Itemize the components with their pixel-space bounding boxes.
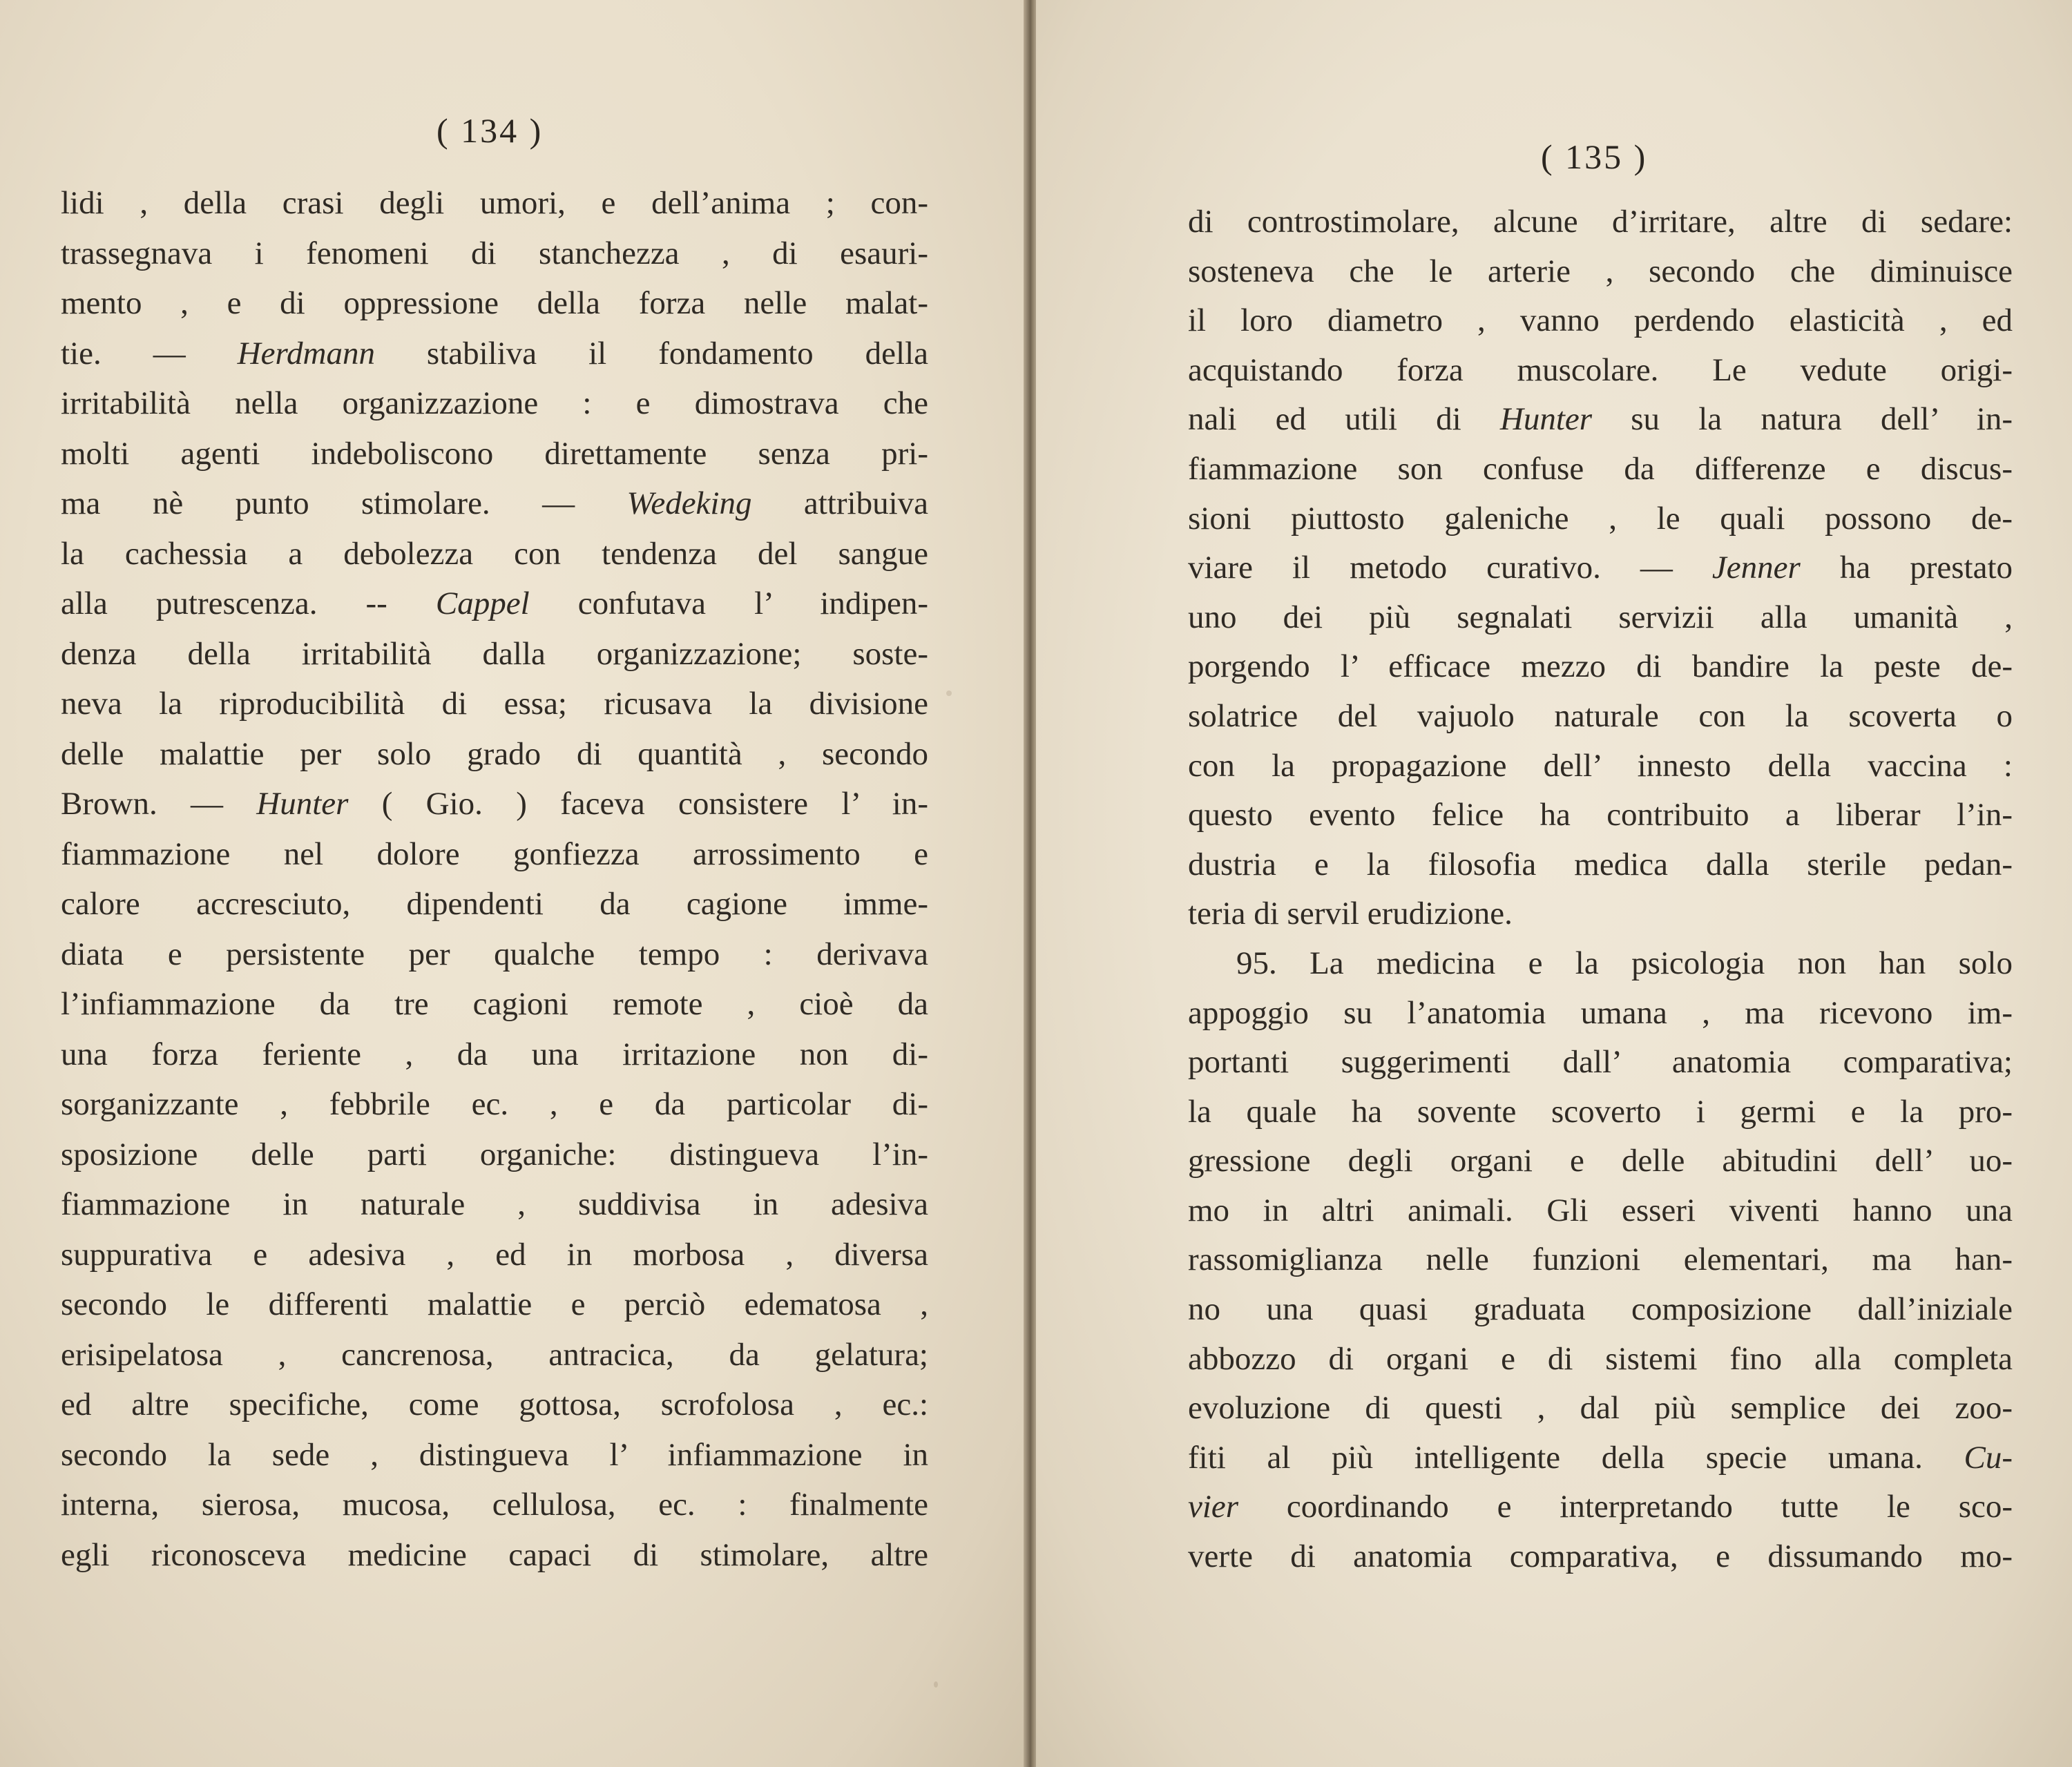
- line-text: la quale ha sovente scoverto i germi e la pro-: [1188, 1093, 2013, 1130]
- line-text: fiammazione in naturale , suddivisa in adesiva: [61, 1186, 928, 1222]
- text-line: [1188, 742, 2013, 791]
- line-text: no una quasi graduata composizione dall’iniziale: [1188, 1291, 2013, 1328]
- line-text: uno dei più segnalati servizii alla umanità ,: [1188, 599, 2013, 635]
- line-text: la cachessia a debolezza con tendenza del sangue: [61, 535, 928, 572]
- line-text: fiammazione son confuse da differenze e discus-: [1188, 450, 2013, 487]
- text-line: [61, 979, 928, 1030]
- text-line: [61, 329, 928, 379]
- left-page-text: [61, 178, 928, 1580]
- line-text: mento , e di oppressione della forza nelle malat-: [61, 285, 928, 321]
- line-text: sioni piuttosto galeniche , le quali possono de-: [1188, 500, 2013, 537]
- text-line: [1188, 840, 2013, 890]
- line-text: verte di anatomia comparativa, e dissumando mo-: [1188, 1538, 2013, 1575]
- person-name: Hunter: [256, 786, 349, 822]
- line-text: lidi , della crasi degli umori, e dell’anima ; con-: [61, 185, 928, 221]
- text-line: [1188, 1483, 2013, 1532]
- text-line: [61, 1179, 928, 1230]
- line-text: interna, sierosa, mucosa, cellulosa, ec. : finalmente: [61, 1487, 928, 1523]
- text-line: [61, 1130, 928, 1180]
- text-line: [1188, 692, 2013, 742]
- text-line: [61, 1330, 928, 1380]
- text-line: [61, 629, 928, 679]
- text-line: [1188, 543, 2013, 593]
- line-text: tie. —: [61, 335, 238, 371]
- line-text: fiti al più intelligente della specie umana.: [1188, 1439, 1964, 1476]
- line-text: attribuiva: [751, 485, 928, 521]
- line-text: ma nè punto stimolare. —: [61, 485, 627, 521]
- paper-spot: [934, 1681, 938, 1688]
- right-page-text: [1188, 197, 2013, 1582]
- text-line: [1188, 395, 2013, 445]
- text-line: [1188, 197, 2013, 247]
- person-name: Jenner: [1711, 550, 1801, 586]
- line-text: sosteneva che le arterie , secondo che diminuisce: [1188, 253, 2013, 289]
- line-text: secondo la sede , distingueva l’ infiammazione in: [61, 1436, 928, 1473]
- line-text: secondo le differenti malattie e perciò edematosa ,: [61, 1286, 928, 1322]
- line-text: confutava l’ indipen-: [529, 586, 928, 621]
- text-line: [1188, 1137, 2013, 1186]
- line-text: questo evento felice ha contribuito a liberar l’in-: [1188, 797, 2013, 833]
- line-text: sposizione delle parti organiche: distingueva l’in-: [61, 1136, 928, 1172]
- line-text: Brown. —: [61, 786, 257, 822]
- line-text: rassomiglianza nelle funzioni elementari, ma han-: [1188, 1242, 2013, 1278]
- line-text: nali ed utili di: [1188, 401, 1500, 438]
- text-line: [61, 1030, 928, 1080]
- text-line: [61, 378, 928, 429]
- text-line: [61, 879, 928, 929]
- text-line: [1188, 939, 2013, 989]
- line-text: diata e persistente per qualche tempo : derivava: [61, 936, 928, 972]
- person-name: Herdmann: [237, 335, 375, 371]
- text-line: [1188, 346, 2013, 396]
- line-text: molti agenti indeboliscono direttamente senza pri-: [61, 435, 928, 472]
- text-line: [1188, 989, 2013, 1039]
- line-text: irritabilità nella organizzazione : e dimostrava che: [61, 385, 928, 421]
- line-text: trassegnava i fenomeni di stanchezza , di esauri-: [61, 235, 928, 271]
- line-text: delle malattie per solo grado di quantità , secondo: [61, 735, 928, 772]
- line-text: di controstimolare, alcune d’irritare, altre di sedare:: [1188, 204, 2013, 240]
- text-line: [1188, 1285, 2013, 1335]
- text-line: [61, 479, 928, 529]
- text-line: [1188, 889, 2013, 939]
- text-line: [61, 579, 928, 629]
- line-text: teria di servil erudizione.: [1188, 896, 1513, 932]
- text-line: [1188, 247, 2013, 297]
- line-text: portanti suggerimenti dall’ anatomia comparativa;: [1188, 1044, 2013, 1081]
- line-text: il loro diametro , vanno perdendo elasticità , ed: [1188, 302, 2013, 339]
- line-text: neva la riproducibilità di essa; ricusava la divisione: [61, 686, 928, 722]
- line-text: ( Gio. ) faceva consistere l’ in-: [348, 786, 928, 822]
- text-line: [1188, 593, 2013, 643]
- line-text: fiammazione nel dolore gonfiezza arrossimento e: [61, 836, 928, 872]
- line-text: abbozzo di organi e di sistemi fino alla completa: [1188, 1340, 2013, 1377]
- text-line: [1188, 1038, 2013, 1088]
- line-text: mo in altri animali. Gli esseri viventi hanno una: [1188, 1192, 2013, 1228]
- line-text: suppurativa e adesiva , ed in morbosa , diversa: [61, 1236, 928, 1273]
- text-line: [1188, 642, 2013, 692]
- person-name: Cu-: [1964, 1439, 2013, 1476]
- text-line: [61, 729, 928, 780]
- line-text: l’infiammazione da tre cagioni remote , cioè da: [61, 986, 928, 1022]
- text-line: [1188, 791, 2013, 840]
- text-line: [61, 1480, 928, 1530]
- line-text: erisipelatosa , cancrenosa, antracica, da gelatura;: [61, 1336, 928, 1373]
- line-text: gressione degli organi e delle abitudini dell’ uo-: [1188, 1143, 2013, 1179]
- text-line: [1188, 1235, 2013, 1285]
- text-line: [61, 1430, 928, 1480]
- line-text: egli riconosceva medicine capaci di stimolare, altre: [61, 1536, 928, 1573]
- text-line: [1188, 1186, 2013, 1236]
- page-number-right: ( 135 ): [1541, 137, 1648, 176]
- text-line: [61, 679, 928, 729]
- line-text: con la propagazione dell’ innesto della vaccina :: [1188, 747, 2013, 784]
- text-line: [1188, 445, 2013, 494]
- line-text: su la natura dell’ in-: [1592, 401, 2013, 438]
- line-text: 95. La medicina e la psicologia non han solo: [1236, 945, 2013, 981]
- line-text: ha prestato: [1800, 550, 2013, 586]
- text-line: [1188, 494, 2013, 544]
- line-text: solatrice del vajuolo naturale con la scoverta o: [1188, 697, 2013, 734]
- text-line: [61, 779, 928, 829]
- text-line: [1188, 1384, 2013, 1433]
- line-text: viare il metodo curativo. —: [1188, 550, 1712, 586]
- text-line: [61, 229, 928, 279]
- line-text: ed altre specifiche, come gottosa, scrofolosa , ec.:: [61, 1387, 928, 1422]
- line-text: alla putrescenza. --: [61, 586, 436, 621]
- text-line: [61, 1280, 928, 1330]
- line-text: acquistando forza muscolare. Le vedute origi-: [1188, 351, 2013, 388]
- line-text: stabiliva il fondamento della: [374, 335, 928, 371]
- line-text: sorganizzante , febbrile ec. , e da particolar di-: [61, 1086, 928, 1122]
- person-name: Hunter: [1499, 401, 1593, 438]
- line-text: evoluzione di questi , dal più semplice dei zoo-: [1188, 1390, 2013, 1427]
- text-line: [61, 278, 928, 329]
- person-name: vier: [1188, 1489, 1239, 1525]
- text-line: [61, 929, 928, 980]
- line-text: appoggio su l’anatomia umana , ma ricevono im-: [1188, 994, 2013, 1031]
- left-page: [0, 0, 1028, 1767]
- text-line: [61, 178, 928, 229]
- text-line: [1188, 1433, 2013, 1483]
- text-line: [61, 1530, 928, 1581]
- text-line: [61, 1230, 928, 1280]
- line-text: porgendo l’ efficace mezzo di bandire la peste de-: [1188, 648, 2013, 685]
- paper-spot: [946, 691, 952, 696]
- line-text: coordinando e interpretando tutte le sco-: [1238, 1489, 2013, 1525]
- text-line: [1188, 296, 2013, 346]
- text-line: [61, 429, 928, 479]
- text-line: [1188, 1088, 2013, 1137]
- person-name: Wedeking: [626, 485, 752, 521]
- page-number-left: ( 134 ): [437, 111, 544, 150]
- line-text: denza della irritabilità dalla organizzazione; soste-: [61, 635, 928, 672]
- person-name: Cappel: [435, 586, 530, 621]
- line-text: dustria e la filosofia medica dalla sterile pedan-: [1188, 846, 2013, 882]
- line-text: una forza feriente , da una irritazione non di-: [61, 1036, 928, 1072]
- text-line: [1188, 1532, 2013, 1582]
- text-line: [61, 529, 928, 579]
- text-line: [61, 1079, 928, 1130]
- line-text: calore accresciuto, dipendenti da cagione imme-: [61, 886, 928, 922]
- right-page: [1036, 0, 2072, 1767]
- text-line: [61, 829, 928, 880]
- text-line: [61, 1380, 928, 1430]
- text-line: [1188, 1335, 2013, 1384]
